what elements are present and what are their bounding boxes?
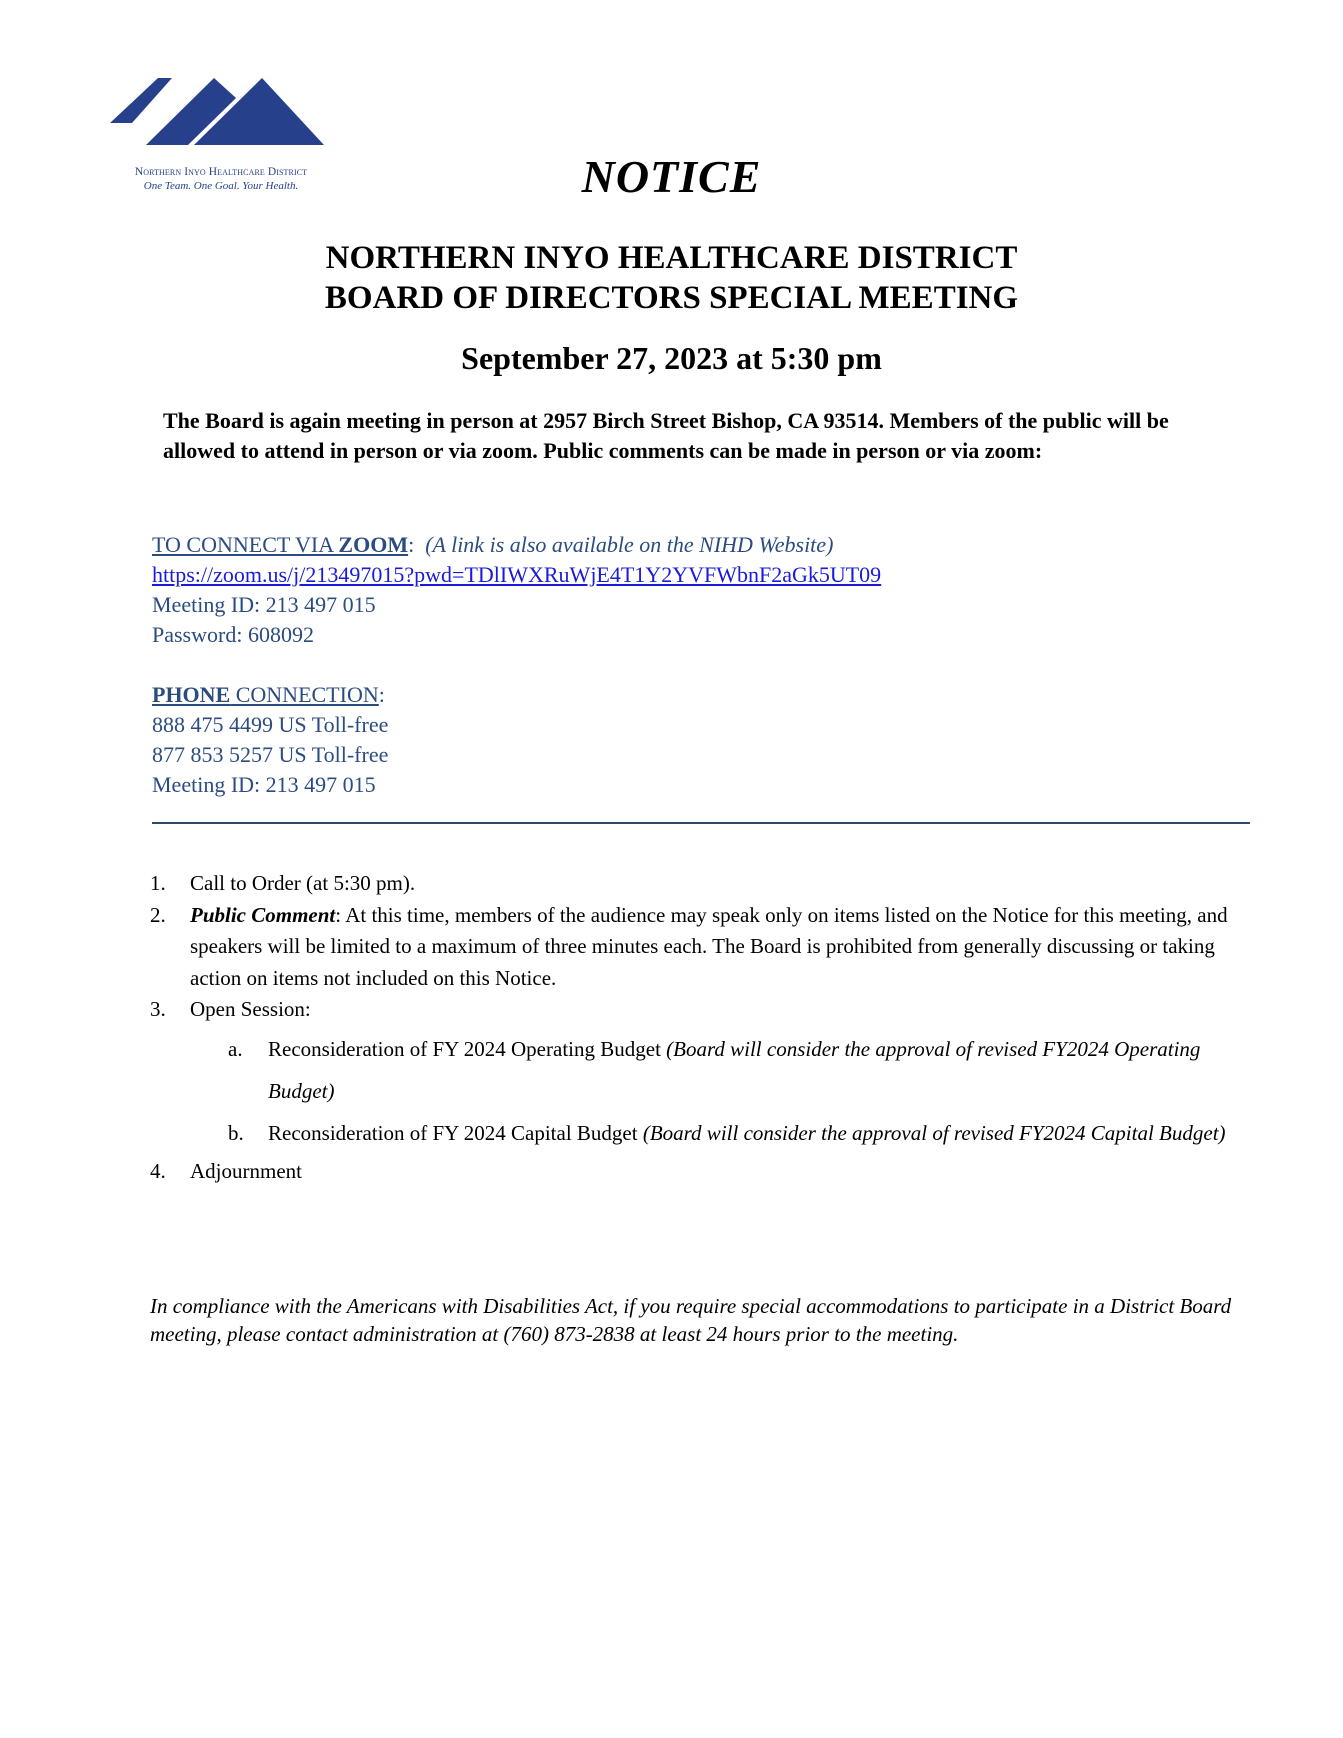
phone-heading: PHONE CONNECTION [152,682,379,707]
agenda-item-number: 3. [150,997,166,1021]
zoom-connection-section [152,530,881,650]
agenda-sub-item-letter: b. [228,1120,244,1145]
zoom-heading-row: TO CONNECT VIA ZOOM: (A link is also available on the NIHD Website) [152,532,834,557]
ada-compliance-notice: In compliance with the Americans with Disabilities Act, if you require special accommodations to participate in a District Board meeting, please contact administration at (760) 873-2838 at least 24 hours prior to the meeting. [150,1294,1232,1346]
meeting-type-heading: BOARD OF DIRECTORS SPECIAL MEETING [324,280,1019,316]
agenda-item-text: Call to Order (at 5:30 pm). [190,871,416,895]
agenda-sub-item-note: (Board will consider the approval of revised FY2024 Capital Budget) [642,1120,1226,1145]
zoom-meeting-link[interactable]: https://zoom.us/j/213497015?pwd=TDlIWXRuWjE4T1Y2YVFWbnF2aGk5UT09 [152,562,882,587]
agenda-sub-item-text: Reconsideration of FY 2024 Capital Budget [268,1120,643,1145]
meeting-date-heading: September 27, 2023 at 5:30 pm [461,340,882,376]
logo-org-name: Northern Inyo Healthcare District [134,166,308,178]
intro-paragraph: The Board is again meeting in person at 2957 Birch Street Bishop, CA 93514. Members of the public will be allowed to attend in person or via zoom. Public comments can be made in person or via zoom: [163,408,1169,463]
agenda-sub-list [150,1028,1240,1154]
zoom-meeting-id: Meeting ID: 213 497 015 [152,592,376,617]
agenda-item [150,994,1240,1026]
agenda-item-label: Public Comment [190,902,336,927]
agenda-sub-item [150,1028,1240,1112]
agenda-item-number: 4. [150,1158,166,1183]
agenda-item [150,1156,1240,1188]
agenda-item [150,900,1240,995]
zoom-heading: TO CONNECT VIA ZOOM [152,532,409,557]
agenda-item-text: Adjournment [190,1158,302,1183]
agenda-item-number: 1. [150,871,166,895]
notice-title: NOTICE [581,151,762,202]
org-name-heading: NORTHERN INYO HEALTHCARE DISTRICT [325,240,1018,276]
agenda-sub-item [150,1112,1240,1154]
logo-tagline: One Team. One Goal. Your Health. [143,180,299,192]
phone-meeting-id: Meeting ID: 213 497 015 [152,772,376,797]
agenda-item-text: : At this time, members of the audience may speak only on items listed on the Notice for this meeting, and speakers will be limited to a maximum of three minutes each. The Board is prohibited from generally discussing or taking action on items not included on this Notice. [190,902,1228,990]
zoom-website-note: (A link is also available on the NIHD Website) [425,532,834,557]
phone-number: 877 853 5257 US Toll-free [152,742,389,767]
agenda-item [150,868,1240,900]
zoom-password: Password: 608092 [152,622,314,647]
section-divider [152,822,1250,824]
agenda-sub-item-note: (Board will consider the approval of revised FY2024 Operating Budget) [268,1036,1201,1103]
agenda-item-number: 2. [150,902,166,927]
phone-number: 888 475 4499 US Toll-free [152,712,389,737]
agenda-sub-item-text: Reconsideration of FY 2024 Operating Budget [268,1036,667,1061]
phone-connection-section [152,680,388,800]
agenda-list [150,868,1240,1187]
phone-heading-row: PHONE CONNECTION: [152,682,385,707]
agenda-sub-item-letter: a. [228,1036,243,1061]
agenda-item-text: Open Session: [190,997,311,1021]
